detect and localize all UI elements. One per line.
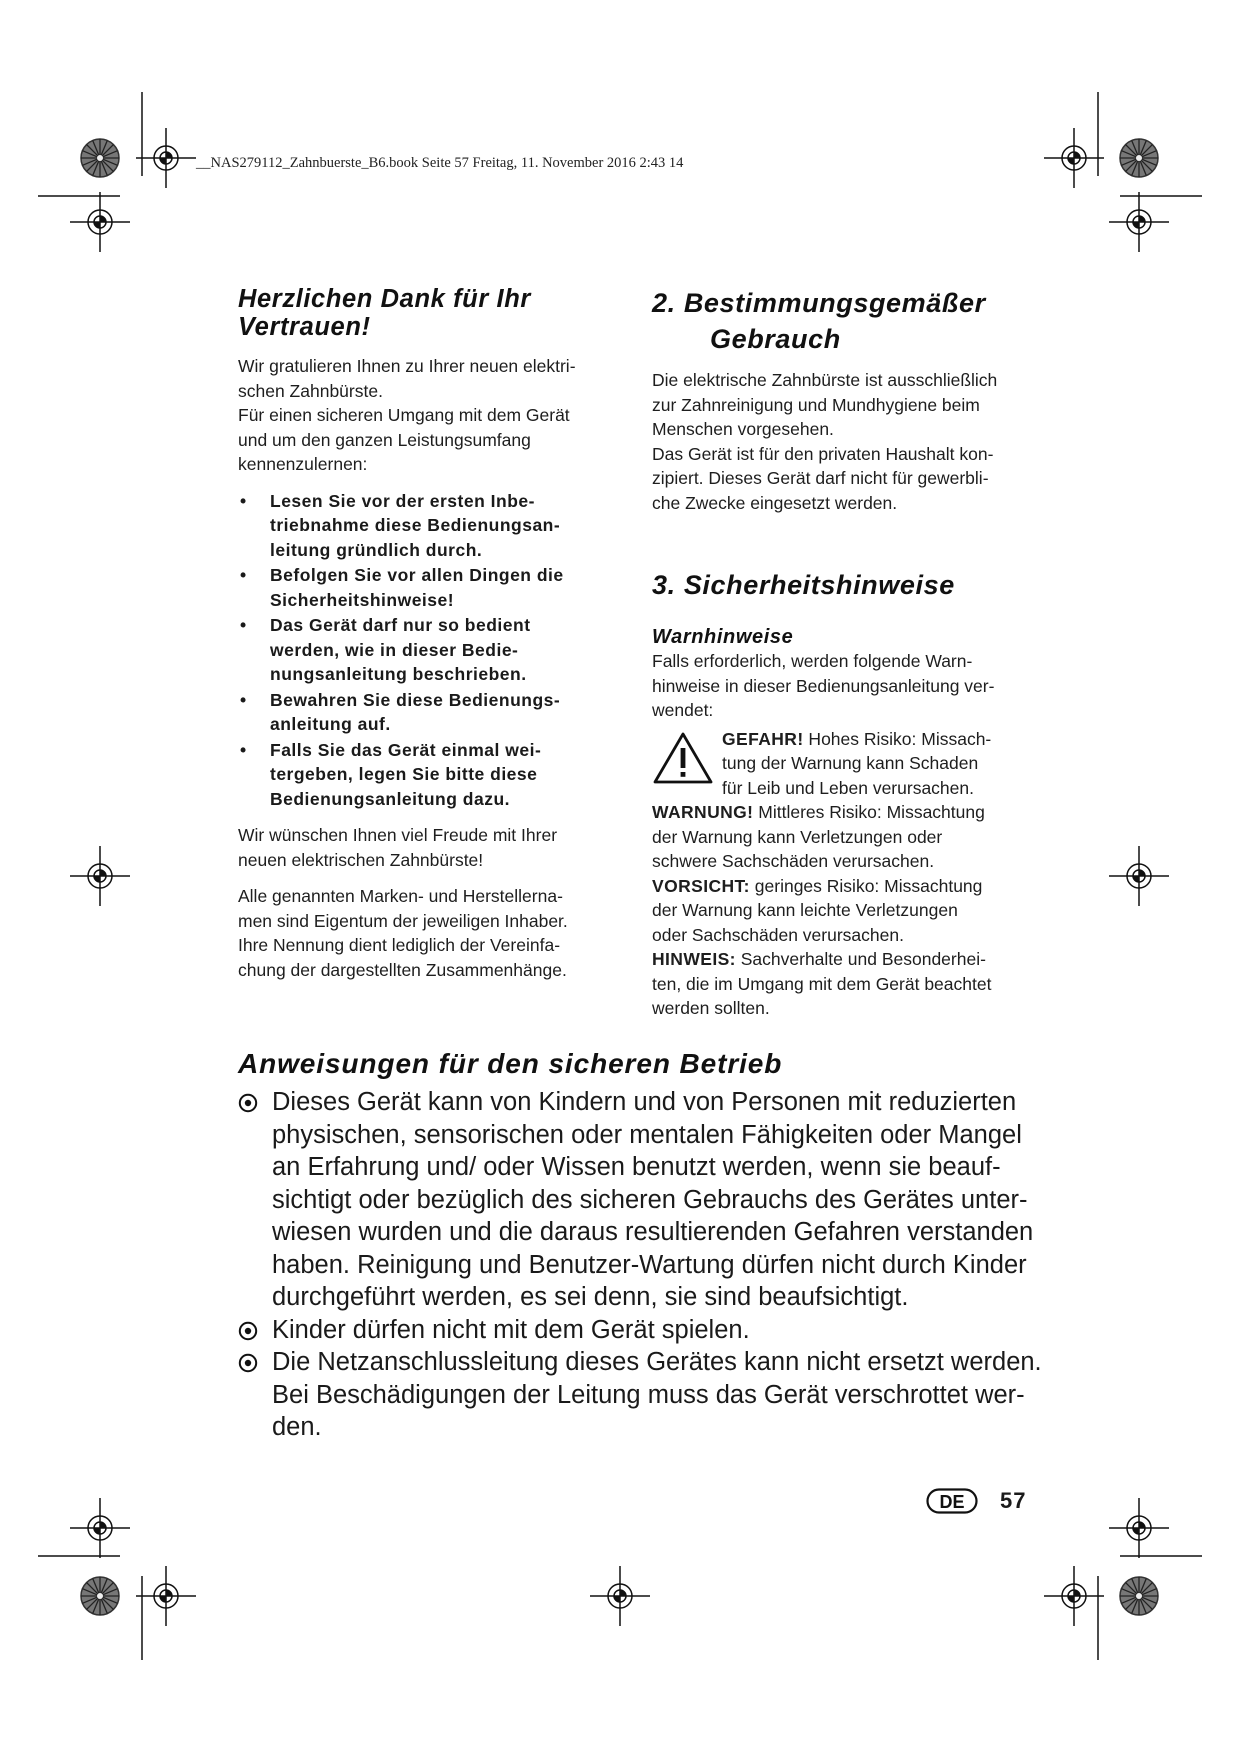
list-item: • Falls Sie das Gerät einmal wei- tergeben, legen Sie bitte diese Bedienungsanleitung dazu. [240, 739, 542, 809]
safe-operation-section [238, 1046, 1068, 1444]
safe-operation-heading: Anweisungen für den sicheren Betrieb [238, 1048, 783, 1079]
bullet-icon: • [240, 739, 247, 760]
circle-dot-icon [238, 1321, 258, 1341]
caution-label: VORSICHT: [652, 875, 750, 896]
caution-text: VORSICHT: geringes Risiko: Missachtung der Warnung kann leichte Verletzungen oder Sachschäden verursachen. [652, 875, 983, 945]
trademark-paragraph: Alle genannten Marken- und Herstellerna- men sind Eigentum der jeweiligen Inhaber. Ihre Nennung dient lediglich der Vereinfa- chung der dargestellten Zusammenhänge. [238, 886, 568, 980]
wish-paragraph: Wir wünschen Ihnen viel Freude mit Ihrer neuen elektrischen Zahnbürste! [238, 825, 558, 870]
page-footer [926, 1488, 1026, 1514]
country-badge [926, 1488, 978, 1514]
list-item: Kinder dürfen nicht mit dem Gerät spielen. [238, 1314, 1068, 1347]
danger-block [652, 727, 1052, 801]
note-label: HINWEIS: [652, 949, 736, 969]
warning-triangle-icon [652, 731, 714, 785]
section-2-text: Die elektrische Zahnbürste ist ausschließlich zur Zahnreinigung und Mundhygiene beim Menschen vorgesehen. Das Gerät ist für den privaten Haushalt kon- zipiert. Dieses Gerät darf nicht für gewerbli- che Zwecke eingesetzt werden. [652, 370, 998, 513]
section-3-heading: 3. Sicherheitshinweise [652, 570, 955, 600]
intro-paragraph: Wir gratulieren Ihnen zu Ihrer neuen elektri- schen Zahnbürste. Für einen sicheren Umgang mit dem Gerät und um den ganzen Leistungsumfang kennenzulernen: [238, 356, 576, 474]
danger-label: GEFAHR! [722, 728, 804, 749]
warnings-subheading: Warnhinweise [652, 626, 794, 648]
left-column [238, 285, 630, 982]
note-text: HINWEIS: Sachverhalte und Besonderhei- ten, die im Umgang mit dem Gerät beachtet werden sollten. [652, 949, 992, 1018]
list-item: • Befolgen Sie vor allen Dingen die Sicherheitshinweise! [240, 565, 564, 610]
list-item: • Lesen Sie vor der ersten Inbe- triebnahme diese Bedienungsan- leitung gründlich durch. [240, 490, 561, 560]
circle-dot-icon [238, 1093, 258, 1113]
list-item: • Bewahren Sie diese Bedienungs- anleitung auf. [240, 689, 561, 734]
bullet-icon: • [240, 615, 247, 635]
bullet-icon: • [240, 689, 247, 710]
warning-text: WARNUNG! Mittleres Risiko: Missachtung der Warnung kann Verletzungen oder schwere Sachschäden verursachen. [652, 802, 985, 871]
list-item: Die Netzanschlussleitung dieses Gerätes kann nicht ersetzt werden. Bei Beschädigungen der Leitung muss das Gerät verschrottet wer- den. [238, 1346, 1068, 1444]
section-2-heading: 2. Bestimmungsgemäßer Gebrauch [652, 288, 986, 354]
list-item: Dieses Gerät kann von Kindern und von Personen mit reduzierten physischen, sensorischen oder mentalen Fähigkeiten oder Mangel an Erfahrung und/ oder Wissen benutzt werden, wenn sie beauf- sichtigt oder bezüglich des sicheren Gebrauchs des Gerätes unter- wiesen wurden und die daraus resultierenden Gefahren verstanden haben. Reinigung und Benutzer-Wartung dürfen nicht durch Kinder durchgeführt werden, es sei denn, sie sind beaufsichtigt. [238, 1086, 1068, 1314]
thanks-heading: Herzlichen Dank für Ihr Vertrauen! [238, 285, 531, 341]
bullet-icon: • [240, 565, 247, 585]
bullet-icon: • [240, 490, 247, 511]
warnings-intro: Falls erforderlich, werden folgende Warn- hinweise in dieser Bedienungsanleitung ver- wendet: [652, 651, 995, 720]
section-number: 2. [652, 288, 676, 318]
print-header: __NAS279112_Zahnbuerste_B6.book Seite 57 Freitag, 11. November 2016 2:43 14 [196, 155, 684, 171]
warning-label: WARNUNG! [652, 802, 754, 822]
country-code: DE [939, 1492, 965, 1512]
section-number: 3. [652, 570, 676, 600]
list-item: • Das Gerät darf nur so bedient werden, wie in dieser Bedie- nungsanleitung beschrieben. [240, 615, 531, 684]
instruction-list [238, 489, 630, 812]
circle-dot-icon [238, 1353, 258, 1373]
right-column [652, 285, 1052, 1021]
page-number: 57 [1000, 1488, 1027, 1513]
danger-text: GEFAHR! Hohes Risiko: Missach- tung der Warnung kann Schaden für Leib und Leben verursachen. [722, 728, 992, 798]
